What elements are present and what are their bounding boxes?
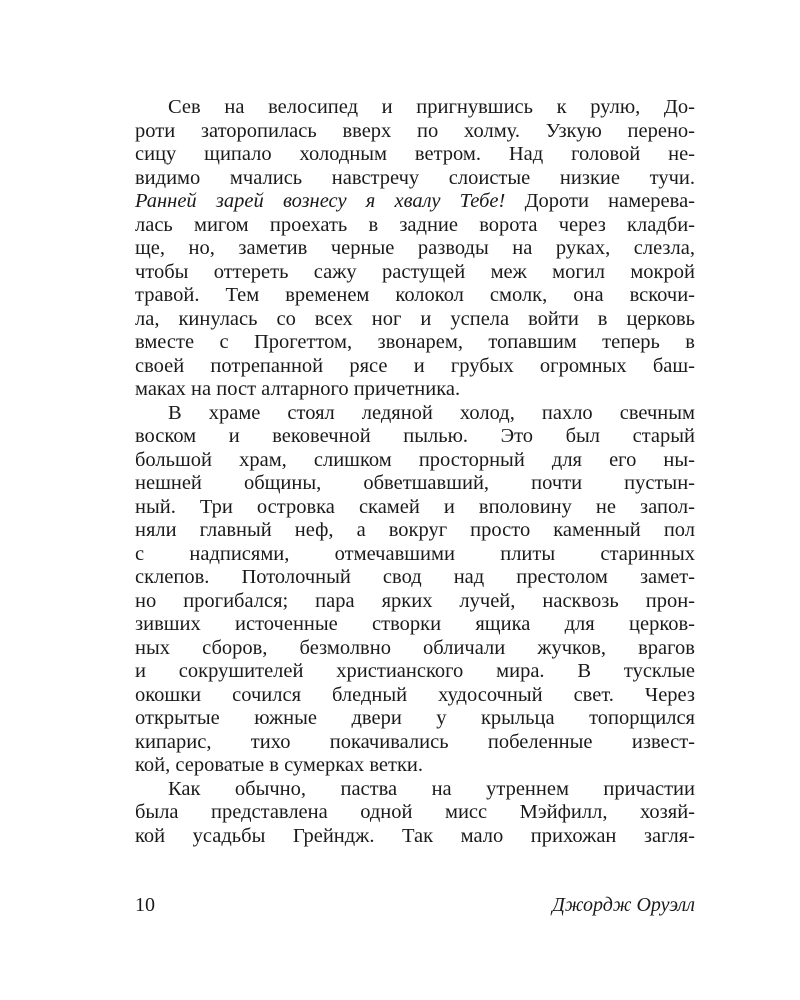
text-line: вместе с Прогеттом, звонарем, топавшим теперь в (135, 331, 695, 353)
text-line: окошки сочился бледный худосочный свет. Через (135, 683, 695, 706)
text-line: Сев на велосипед и пригнувшись к рулю, До- (168, 96, 695, 118)
running-head-author: Джордж Оруэлл (552, 894, 695, 916)
paragraph (135, 402, 695, 778)
text-line: видимо мчались навстречу слоистые низкие тучи. (135, 166, 695, 189)
text-line: была представлена одной мисс Мэйфилл, хозяй- (135, 801, 695, 823)
text-line: кой усадьбы Грейндж. Так мало прихожан загля- (135, 824, 695, 847)
text-line: и сокрушителей христианского мира. В тусклые (135, 660, 695, 682)
text-line: В храме стоял ледяной холод, пахло свечным (168, 401, 695, 424)
text-line: ных сборов, безмолвно обличали жучков, врагов (135, 636, 695, 659)
text-line: но прогибался; пара ярких лучей, насквозь прон- (135, 589, 695, 612)
text-line: с надписями, отмечавшими плиты старинных (135, 542, 695, 565)
text-line: большой храм, слишком просторный для его ны- (135, 448, 695, 471)
text-line: нешней общины, обветшавший, почти пустын- (135, 472, 695, 494)
text-line: кипарис, тихо покачивались побеленные извест- (135, 730, 695, 753)
text-line: своей потрепанной рясе и грубых огромных баш- (135, 354, 695, 377)
paragraph (135, 96, 695, 402)
book-page-text (135, 96, 695, 848)
text-line: зивших источенные створки ящика для церков- (135, 613, 695, 635)
text-line: склепов. Потолочный свод над престолом замет- (135, 566, 695, 588)
italic-quote: Ранней зарей вознесу я хвалу Тебе! (135, 190, 506, 212)
text-line (135, 190, 695, 214)
page-number: 10 (135, 894, 155, 916)
text-line: травой. Тем временем колокол смолк, она вскочи- (135, 284, 695, 306)
text-line: маках на пост алтарного причетника. (135, 378, 461, 400)
page-footer (135, 893, 695, 917)
text-line: лась мигом проехать в задние ворота через кладби- (135, 213, 695, 236)
text-line: кой, сероватые в сумерках ветки. (135, 754, 424, 776)
text-line: няли главный неф, а вокруг просто каменный пол (135, 519, 695, 541)
text-line: сицу щипало холодным ветром. Над головой не- (135, 143, 695, 165)
text-line: воском и вековечной пылью. Это был старый (135, 425, 695, 447)
text-line: открытые южные двери у крыльца топорщился (135, 707, 695, 729)
text-line: роти заторопилась вверх по холму. Узкую перено- (135, 119, 695, 142)
text-line: ще, но, заметив черные разводы на руках, слезла, (135, 237, 695, 259)
text-line: чтобы оттереть сажу растущей меж могил мокрой (135, 260, 695, 283)
text-line-rest: Дороти намерева- (505, 190, 695, 212)
text-line: ла, кинулась со всех ног и успела войти в церковь (135, 307, 695, 330)
text-line: ный. Три островка скамей и вполовину не запол- (135, 495, 695, 518)
text-line: Как обычно, паства на утреннем причастии (168, 777, 695, 800)
paragraph (135, 778, 695, 849)
